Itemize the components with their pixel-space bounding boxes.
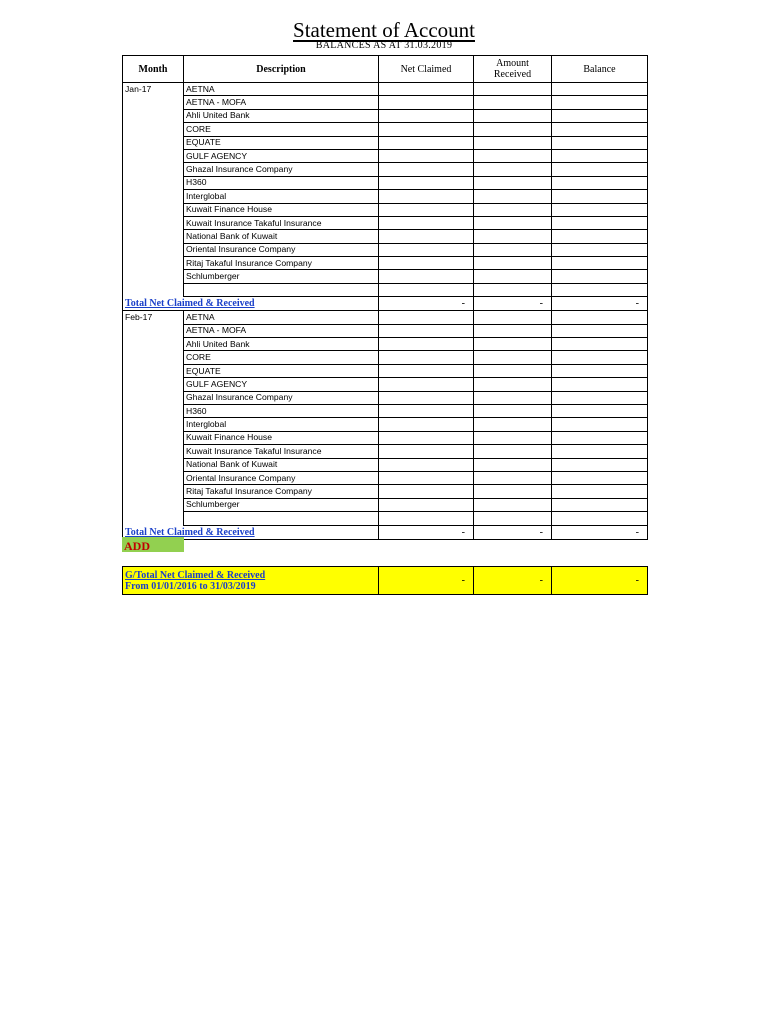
month-cell [123,257,184,270]
net-claimed-cell [379,83,474,96]
amount-received-cell [474,485,552,498]
month-cell [123,190,184,203]
balance-cell [552,203,648,216]
amount-received-cell [474,391,552,404]
table-row [123,498,648,511]
net-claimed-cell [379,485,474,498]
amount-received-cell [474,83,552,96]
net-claimed-cell [379,458,474,471]
month-column-header: Month [123,56,184,83]
month-cell [123,176,184,189]
amount-received-cell [474,136,552,149]
table-row [123,458,648,471]
net-claimed-cell [379,190,474,203]
balance-cell [552,498,648,511]
net-claimed-cell [379,203,474,216]
month-cell [123,96,184,109]
amount-received-cell [474,471,552,484]
section-total-label [123,297,379,311]
description-cell: AETNA [184,83,379,96]
description-cell: AETNA [184,311,379,324]
net-claimed-cell [379,418,474,431]
description-cell: Interglobal [184,418,379,431]
table-row [123,163,648,176]
grand-total-label-line1: G/Total Net Claimed & Received [125,569,266,581]
table-row [123,338,648,351]
description-cell: Ghazal Insurance Company [184,391,379,404]
section-total-label-text: Total Net Claimed & Received [125,298,255,310]
description-cell: Schlumberger [184,498,379,511]
balance-cell [552,243,648,256]
balance-cell [552,83,648,96]
table-row [123,123,648,136]
balance-cell [552,190,648,203]
description-cell: Kuwait Insurance Takaful Insurance [184,445,379,458]
balance-cell [552,176,648,189]
month-cell [123,485,184,498]
section-total-amount-received: - [474,525,552,539]
balance-cell [552,458,648,471]
amount-received-cell [474,338,552,351]
amount-received-cell [474,311,552,324]
amount-received-cell [474,270,552,283]
description-cell: Kuwait Finance House [184,203,379,216]
balance-cell [552,485,648,498]
month-cell [123,203,184,216]
description-cell: Kuwait Insurance Takaful Insurance [184,216,379,229]
description-cell: GULF AGENCY [184,378,379,391]
amount-received-cell [474,230,552,243]
add-label-box [122,537,184,552]
table-row [123,109,648,122]
balance-cell [552,149,648,162]
net-claimed-cell [379,96,474,109]
amount-received-cell [474,149,552,162]
net-claimed-cell [379,257,474,270]
month-cell [123,163,184,176]
month-cell [123,216,184,229]
table-row [123,96,648,109]
balance-cell [552,123,648,136]
table-row [123,190,648,203]
amount-received-cell [474,378,552,391]
amount-received-cell [474,123,552,136]
description-cell: Ritaj Takaful Insurance Company [184,485,379,498]
empty-cell [552,283,648,296]
balance-cell [552,216,648,229]
description-cell: Interglobal [184,190,379,203]
description-cell: AETNA - MOFA [184,324,379,337]
balance-cell [552,351,648,364]
net-claimed-cell [379,378,474,391]
balance-cell [552,404,648,417]
month-cell [123,136,184,149]
description-cell: Ahli United Bank [184,338,379,351]
table-row [123,431,648,444]
net-claimed-cell [379,404,474,417]
table-row [123,404,648,417]
amount-received-cell [474,351,552,364]
table-row [123,311,648,324]
table-row [123,485,648,498]
empty-cell [474,512,552,525]
description-cell: EQUATE [184,364,379,377]
balance-cell [552,163,648,176]
month-cell [123,230,184,243]
net-claimed-cell [379,176,474,189]
net-claimed-cell [379,324,474,337]
balance-cell [552,136,648,149]
section-total-amount-received: - [474,297,552,311]
description-cell: Ahli United Bank [184,109,379,122]
table-row [123,136,648,149]
net-claimed-column-header: Net Claimed [379,56,474,83]
description-cell: H360 [184,176,379,189]
month-cell [123,283,184,296]
spacer-row [123,283,648,296]
section-total-net-claimed: - [379,297,474,311]
net-claimed-cell [379,445,474,458]
net-claimed-cell [379,109,474,122]
grand-total-net-claimed: - [379,567,474,595]
amount-received-cell [474,404,552,417]
section-total-balance: - [552,297,648,311]
amount-received-column-header [474,56,552,83]
table-row [123,216,648,229]
description-column-header: Description [184,56,379,83]
net-claimed-cell [379,270,474,283]
amount-received-cell [474,190,552,203]
balance-cell [552,109,648,122]
description-cell: H360 [184,404,379,417]
month-cell [123,351,184,364]
month-cell [123,243,184,256]
amount-received-cell [474,498,552,511]
month-cell [123,378,184,391]
amount-received-cell [474,216,552,229]
month-cell [123,512,184,525]
month-cell [123,324,184,337]
net-claimed-cell [379,498,474,511]
description-cell: Ghazal Insurance Company [184,163,379,176]
amount-received-cell [474,176,552,189]
balance-cell [552,471,648,484]
table-row [123,257,648,270]
month-cell [123,498,184,511]
table-row [123,418,648,431]
description-cell: Schlumberger [184,270,379,283]
balance-cell [552,257,648,270]
amount-received-cell [474,324,552,337]
table-row [123,270,648,283]
amount-received-cell [474,109,552,122]
section-total-row [123,297,648,311]
net-claimed-cell [379,149,474,162]
month-cell [123,418,184,431]
table-row [123,351,648,364]
net-claimed-cell [379,123,474,136]
month-cell [123,123,184,136]
empty-cell [379,512,474,525]
balance-cell [552,431,648,444]
section-total-net-claimed: - [379,525,474,539]
section-total-row [123,525,648,539]
description-cell: National Bank of Kuwait [184,230,379,243]
amount-received-cell [474,163,552,176]
balance-cell [552,338,648,351]
balance-cell [552,324,648,337]
month-cell [123,471,184,484]
grand-total-row [123,567,648,595]
amount-received-cell [474,96,552,109]
empty-cell [184,283,379,296]
empty-cell [552,512,648,525]
amount-received-header-line1: Amount [496,58,529,69]
balance-cell [552,230,648,243]
section-total-balance: - [552,525,648,539]
balance-cell [552,364,648,377]
grand-total-amount-received: - [474,567,552,595]
balance-cell [552,311,648,324]
amount-received-cell [474,458,552,471]
month-cell [123,431,184,444]
month-cell [123,458,184,471]
net-claimed-cell [379,163,474,176]
balance-cell [552,391,648,404]
month-cell [123,445,184,458]
balance-cell [552,445,648,458]
table-row [123,378,648,391]
month-cell [123,109,184,122]
amount-received-cell [474,431,552,444]
net-claimed-cell [379,338,474,351]
table-row [123,243,648,256]
table-row [123,149,648,162]
net-claimed-cell [379,431,474,444]
amount-received-header-line2: Received [493,69,532,80]
description-cell: CORE [184,351,379,364]
net-claimed-cell [379,391,474,404]
description-cell: National Bank of Kuwait [184,458,379,471]
amount-received-cell [474,445,552,458]
net-claimed-cell [379,136,474,149]
description-cell: AETNA - MOFA [184,96,379,109]
table-row [123,203,648,216]
add-label: ADD [124,539,150,553]
statement-table [122,55,648,540]
month-cell [123,404,184,417]
net-claimed-cell [379,351,474,364]
table-row [123,83,648,96]
description-cell: Oriental Insurance Company [184,471,379,484]
net-claimed-cell [379,243,474,256]
table-row [123,364,648,377]
amount-received-cell [474,257,552,270]
amount-received-cell [474,364,552,377]
description-cell: EQUATE [184,136,379,149]
net-claimed-cell [379,311,474,324]
description-cell: GULF AGENCY [184,149,379,162]
month-cell [123,391,184,404]
description-cell: Ritaj Takaful Insurance Company [184,257,379,270]
month-cell [123,270,184,283]
balance-cell [552,418,648,431]
description-cell: Kuwait Finance House [184,431,379,444]
month-cell: Feb-17 [123,311,184,324]
amount-received-cell [474,203,552,216]
table-row [123,391,648,404]
table-row [123,445,648,458]
table-row [123,176,648,189]
net-claimed-cell [379,364,474,377]
grand-total-label-line2: From 01/01/2016 to 31/03/2019 [125,580,256,592]
empty-cell [474,283,552,296]
description-cell: CORE [184,123,379,136]
table-row [123,324,648,337]
month-cell [123,149,184,162]
month-cell [123,338,184,351]
grand-total-table [122,566,648,595]
table-header-row [123,56,648,83]
statement-body [123,83,648,540]
month-cell [123,364,184,377]
amount-received-cell [474,418,552,431]
spacer-row [123,512,648,525]
balance-cell [552,96,648,109]
grand-total-balance: - [552,567,648,595]
net-claimed-cell [379,216,474,229]
net-claimed-cell [379,471,474,484]
balance-cell [552,270,648,283]
net-claimed-cell [379,230,474,243]
empty-cell [184,512,379,525]
month-cell: Jan-17 [123,83,184,96]
table-row [123,471,648,484]
section-total-label-text: Total Net Claimed & Received [125,526,255,538]
document-title: Statement of Account [293,18,475,42]
amount-received-cell [474,243,552,256]
table-row [123,230,648,243]
balance-cell [552,378,648,391]
balance-column-header: Balance [552,56,648,83]
description-cell: Oriental Insurance Company [184,243,379,256]
document-subtitle: BALANCES AS AT 31.03.2019 [315,40,453,51]
empty-cell [379,283,474,296]
grand-total-label [123,567,379,595]
